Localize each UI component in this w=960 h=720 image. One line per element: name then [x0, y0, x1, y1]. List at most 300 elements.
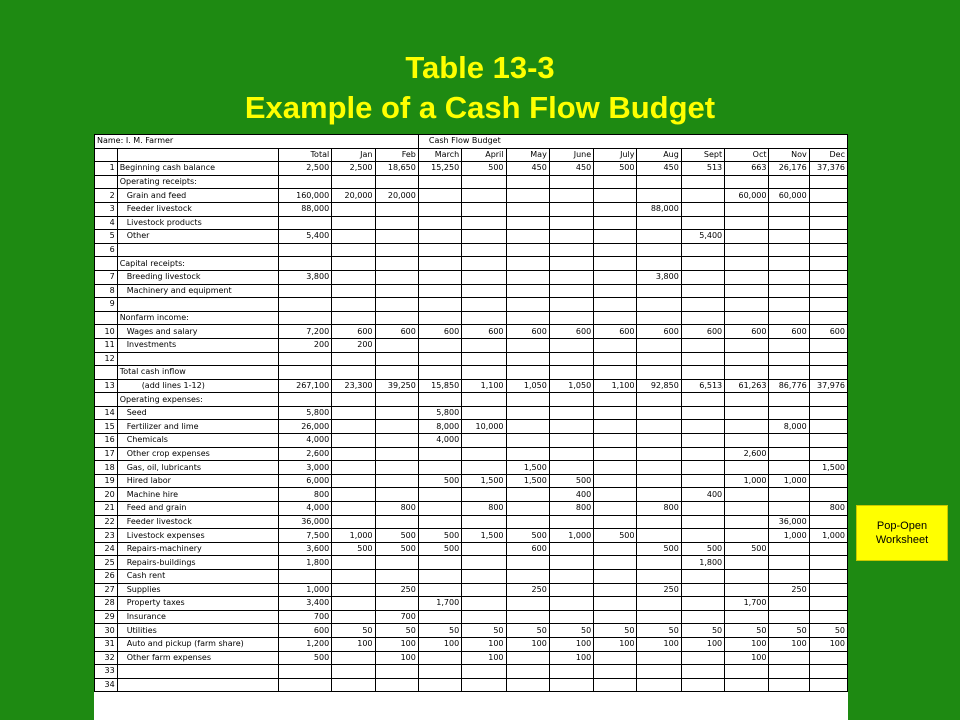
value-cell [725, 420, 769, 434]
row-label: Capital receipts: [117, 257, 278, 271]
value-cell [506, 502, 549, 516]
line-number: 9 [95, 298, 118, 312]
value-cell [278, 175, 332, 189]
value-cell [637, 230, 681, 244]
value-cell [637, 298, 681, 312]
value-cell [594, 257, 637, 271]
value-cell: 26,000 [278, 420, 332, 434]
value-cell [809, 175, 847, 189]
value-cell: 1,000 [332, 529, 375, 543]
line-number: 28 [95, 597, 118, 611]
value-cell: 700 [375, 610, 418, 624]
value-cell [637, 366, 681, 380]
value-cell [725, 515, 769, 529]
value-cell: 88,000 [278, 202, 332, 216]
value-cell [809, 393, 847, 407]
value-cell [594, 651, 637, 665]
value-cell: 450 [637, 162, 681, 176]
value-cell [681, 298, 724, 312]
value-cell [637, 461, 681, 475]
value-cell [725, 270, 769, 284]
value-cell [809, 665, 847, 679]
row-label [117, 352, 278, 366]
column-header: Oct [725, 148, 769, 162]
value-cell [506, 257, 549, 271]
row-label: Livestock products [117, 216, 278, 230]
value-cell [681, 447, 724, 461]
table-row [95, 420, 848, 434]
value-cell [506, 216, 549, 230]
value-cell [375, 175, 418, 189]
value-cell [769, 665, 809, 679]
value-cell [681, 461, 724, 475]
value-cell: 10,000 [462, 420, 506, 434]
table-row [95, 447, 848, 461]
value-cell [594, 284, 637, 298]
value-cell: 60,000 [725, 189, 769, 203]
line-number [95, 311, 118, 325]
value-cell [506, 298, 549, 312]
value-cell: 23,300 [332, 379, 375, 393]
value-cell: 600 [506, 325, 549, 339]
value-cell [594, 216, 637, 230]
table-row [95, 257, 848, 271]
value-cell [637, 610, 681, 624]
value-cell: 100 [375, 637, 418, 651]
value-cell [506, 352, 549, 366]
value-cell [462, 311, 506, 325]
value-cell [769, 651, 809, 665]
table-row [95, 284, 848, 298]
pop-open-worksheet-button[interactable] [856, 505, 948, 561]
value-cell: 100 [637, 637, 681, 651]
value-cell [681, 311, 724, 325]
sheet-title-cell: Cash Flow Budget [418, 135, 847, 149]
value-cell [462, 461, 506, 475]
value-cell: 50 [769, 624, 809, 638]
value-cell [769, 406, 809, 420]
value-cell [769, 610, 809, 624]
value-cell [278, 393, 332, 407]
line-number: 8 [95, 284, 118, 298]
value-cell: 1,100 [462, 379, 506, 393]
value-cell [375, 284, 418, 298]
row-label: Utilities [117, 624, 278, 638]
value-cell [278, 678, 332, 692]
table-row [95, 556, 848, 570]
value-cell [809, 311, 847, 325]
value-cell [375, 311, 418, 325]
value-cell [725, 257, 769, 271]
value-cell: 50 [462, 624, 506, 638]
table-row [95, 162, 848, 176]
value-cell [681, 189, 724, 203]
line-number: 19 [95, 474, 118, 488]
value-cell [332, 311, 375, 325]
column-header: May [506, 148, 549, 162]
row-label: (add lines 1-12) [117, 379, 278, 393]
value-cell: 513 [681, 162, 724, 176]
value-cell [809, 556, 847, 570]
value-cell [462, 610, 506, 624]
value-cell [418, 461, 461, 475]
value-cell [418, 270, 461, 284]
value-cell [375, 461, 418, 475]
value-cell: 6,000 [278, 474, 332, 488]
value-cell [332, 175, 375, 189]
value-cell [809, 488, 847, 502]
line-number: 32 [95, 651, 118, 665]
value-cell [332, 678, 375, 692]
row-label [117, 678, 278, 692]
value-cell [418, 610, 461, 624]
value-cell: 92,850 [637, 379, 681, 393]
row-label: Total cash inflow [117, 366, 278, 380]
value-cell [278, 665, 332, 679]
value-cell: 50 [594, 624, 637, 638]
value-cell [594, 393, 637, 407]
value-cell [594, 570, 637, 584]
row-label: Insurance [117, 610, 278, 624]
value-cell [681, 352, 724, 366]
name-row [95, 135, 848, 149]
value-cell: 60,000 [769, 189, 809, 203]
value-cell [594, 461, 637, 475]
value-cell [375, 665, 418, 679]
value-cell [725, 583, 769, 597]
value-cell [725, 678, 769, 692]
value-cell [769, 216, 809, 230]
column-header: July [594, 148, 637, 162]
table-row [95, 515, 848, 529]
value-cell: 37,376 [809, 162, 847, 176]
value-cell [594, 515, 637, 529]
value-cell [809, 610, 847, 624]
line-number: 22 [95, 515, 118, 529]
value-cell [278, 298, 332, 312]
line-number: 14 [95, 406, 118, 420]
value-cell [375, 434, 418, 448]
row-label: Operating expenses: [117, 393, 278, 407]
value-cell: 500 [594, 529, 637, 543]
value-cell: 5,400 [681, 230, 724, 244]
value-cell: 100 [418, 637, 461, 651]
line-number: 16 [95, 434, 118, 448]
table-row [95, 379, 848, 393]
row-label: Machinery and equipment [117, 284, 278, 298]
value-cell: 100 [332, 637, 375, 651]
value-cell: 800 [637, 502, 681, 516]
table-row [95, 570, 848, 584]
name-cell: Name: I. M. Farmer [95, 135, 419, 149]
line-number: 13 [95, 379, 118, 393]
row-label: Feeder livestock [117, 515, 278, 529]
row-label: Feeder livestock [117, 202, 278, 216]
line-number: 31 [95, 637, 118, 651]
table-row [95, 175, 848, 189]
value-cell [278, 570, 332, 584]
value-cell [809, 474, 847, 488]
value-cell: 663 [725, 162, 769, 176]
line-number: 23 [95, 529, 118, 543]
value-cell [375, 230, 418, 244]
value-cell [506, 678, 549, 692]
value-cell [332, 502, 375, 516]
value-cell [332, 597, 375, 611]
row-label: Other farm expenses [117, 651, 278, 665]
value-cell [462, 175, 506, 189]
value-cell [725, 338, 769, 352]
value-cell [725, 461, 769, 475]
line-number [95, 366, 118, 380]
value-cell [725, 352, 769, 366]
value-cell [637, 447, 681, 461]
value-cell [418, 311, 461, 325]
value-cell [506, 284, 549, 298]
table-row [95, 298, 848, 312]
value-cell [637, 338, 681, 352]
value-cell: 600 [506, 542, 549, 556]
value-cell: 600 [462, 325, 506, 339]
value-cell: 50 [506, 624, 549, 638]
value-cell [332, 570, 375, 584]
value-cell [418, 583, 461, 597]
value-cell [809, 270, 847, 284]
value-cell [725, 393, 769, 407]
value-cell [506, 406, 549, 420]
value-cell [549, 175, 593, 189]
table-row [95, 311, 848, 325]
value-cell [418, 230, 461, 244]
value-cell: 1,700 [418, 597, 461, 611]
value-cell [506, 366, 549, 380]
value-cell [506, 175, 549, 189]
table-row [95, 624, 848, 638]
value-cell [332, 230, 375, 244]
value-cell: 100 [549, 637, 593, 651]
value-cell [594, 175, 637, 189]
value-cell [725, 502, 769, 516]
title-line-2: Example of a Cash Flow Budget [244, 90, 716, 125]
value-cell [549, 420, 593, 434]
value-cell [375, 257, 418, 271]
value-cell [809, 284, 847, 298]
value-cell: 1,500 [506, 474, 549, 488]
row-label: Hired labor [117, 474, 278, 488]
value-cell [375, 216, 418, 230]
value-cell: 500 [278, 651, 332, 665]
value-cell [725, 298, 769, 312]
value-cell [332, 434, 375, 448]
row-label: Nonfarm income: [117, 311, 278, 325]
value-cell: 800 [549, 502, 593, 516]
table-row [95, 678, 848, 692]
table-row [95, 461, 848, 475]
value-cell [637, 651, 681, 665]
value-cell [809, 570, 847, 584]
line-number: 33 [95, 665, 118, 679]
value-cell: 100 [725, 651, 769, 665]
value-cell [375, 270, 418, 284]
value-cell [332, 610, 375, 624]
value-cell: 1,800 [681, 556, 724, 570]
value-cell [506, 597, 549, 611]
value-cell [681, 270, 724, 284]
value-cell [278, 352, 332, 366]
value-cell [681, 284, 724, 298]
value-cell [725, 434, 769, 448]
value-cell [725, 284, 769, 298]
row-label: Wages and salary [117, 325, 278, 339]
value-cell [594, 678, 637, 692]
value-cell: 3,400 [278, 597, 332, 611]
line-number: 10 [95, 325, 118, 339]
value-cell [549, 393, 593, 407]
value-cell [637, 257, 681, 271]
value-cell [418, 216, 461, 230]
table-row [95, 216, 848, 230]
value-cell [332, 583, 375, 597]
value-cell [332, 202, 375, 216]
value-cell [809, 243, 847, 257]
value-cell: 500 [375, 529, 418, 543]
value-cell [549, 202, 593, 216]
value-cell [594, 597, 637, 611]
value-cell: 1,000 [549, 529, 593, 543]
value-cell [594, 583, 637, 597]
value-cell: 600 [332, 325, 375, 339]
value-cell [769, 461, 809, 475]
value-cell [375, 352, 418, 366]
value-cell [809, 366, 847, 380]
table-row [95, 610, 848, 624]
value-cell: 600 [375, 325, 418, 339]
row-label [117, 665, 278, 679]
value-cell: 250 [506, 583, 549, 597]
value-cell: 500 [418, 542, 461, 556]
value-cell [769, 338, 809, 352]
value-cell [725, 488, 769, 502]
row-label: Fertilizer and lime [117, 420, 278, 434]
value-cell: 8,000 [769, 420, 809, 434]
value-cell: 800 [375, 502, 418, 516]
value-cell: 500 [637, 542, 681, 556]
value-cell [769, 352, 809, 366]
value-cell [637, 243, 681, 257]
value-cell [332, 366, 375, 380]
row-label: Other crop expenses [117, 447, 278, 461]
value-cell [418, 678, 461, 692]
line-number: 15 [95, 420, 118, 434]
value-cell: 160,000 [278, 189, 332, 203]
line-number: 17 [95, 447, 118, 461]
value-cell: 5,800 [418, 406, 461, 420]
value-cell: 37,976 [809, 379, 847, 393]
value-cell [278, 216, 332, 230]
value-cell: 88,000 [637, 202, 681, 216]
value-cell [462, 216, 506, 230]
value-cell [332, 420, 375, 434]
table-row [95, 488, 848, 502]
value-cell [594, 610, 637, 624]
value-cell: 450 [506, 162, 549, 176]
value-cell [332, 352, 375, 366]
line-number: 6 [95, 243, 118, 257]
value-cell [681, 393, 724, 407]
row-label: Chemicals [117, 434, 278, 448]
value-cell: 450 [549, 162, 593, 176]
value-cell [725, 230, 769, 244]
value-cell: 500 [594, 162, 637, 176]
value-cell [637, 474, 681, 488]
value-cell [594, 556, 637, 570]
value-cell: 1,500 [462, 529, 506, 543]
value-cell: 200 [332, 338, 375, 352]
line-number: 27 [95, 583, 118, 597]
table-row [95, 202, 848, 216]
value-cell [809, 583, 847, 597]
value-cell [594, 189, 637, 203]
value-cell [418, 570, 461, 584]
value-cell: 50 [549, 624, 593, 638]
value-cell: 600 [549, 325, 593, 339]
value-cell [809, 406, 847, 420]
value-cell [681, 597, 724, 611]
value-cell [375, 447, 418, 461]
table-row [95, 583, 848, 597]
value-cell [462, 515, 506, 529]
value-cell [549, 665, 593, 679]
value-cell [809, 515, 847, 529]
value-cell [375, 298, 418, 312]
value-cell: 700 [278, 610, 332, 624]
value-cell: 500 [725, 542, 769, 556]
value-cell [375, 420, 418, 434]
value-cell [549, 189, 593, 203]
value-cell: 20,000 [332, 189, 375, 203]
header-blank [117, 148, 278, 162]
value-cell [506, 556, 549, 570]
value-cell [809, 257, 847, 271]
value-cell: 600 [681, 325, 724, 339]
value-cell [462, 665, 506, 679]
value-cell [549, 284, 593, 298]
value-cell [681, 678, 724, 692]
value-cell: 267,100 [278, 379, 332, 393]
value-cell [681, 651, 724, 665]
value-cell [418, 175, 461, 189]
row-label: Repairs-buildings [117, 556, 278, 570]
table-row [95, 325, 848, 339]
value-cell [418, 366, 461, 380]
value-cell [418, 665, 461, 679]
value-cell: 3,800 [637, 270, 681, 284]
value-cell [809, 189, 847, 203]
line-number: 34 [95, 678, 118, 692]
table-row [95, 243, 848, 257]
value-cell [506, 420, 549, 434]
value-cell [681, 665, 724, 679]
row-label: Repairs-machinery [117, 542, 278, 556]
value-cell: 100 [681, 637, 724, 651]
line-number: 1 [95, 162, 118, 176]
value-cell [725, 311, 769, 325]
value-cell [769, 243, 809, 257]
value-cell [594, 338, 637, 352]
value-cell [375, 678, 418, 692]
value-cell: 36,000 [278, 515, 332, 529]
value-cell [506, 651, 549, 665]
